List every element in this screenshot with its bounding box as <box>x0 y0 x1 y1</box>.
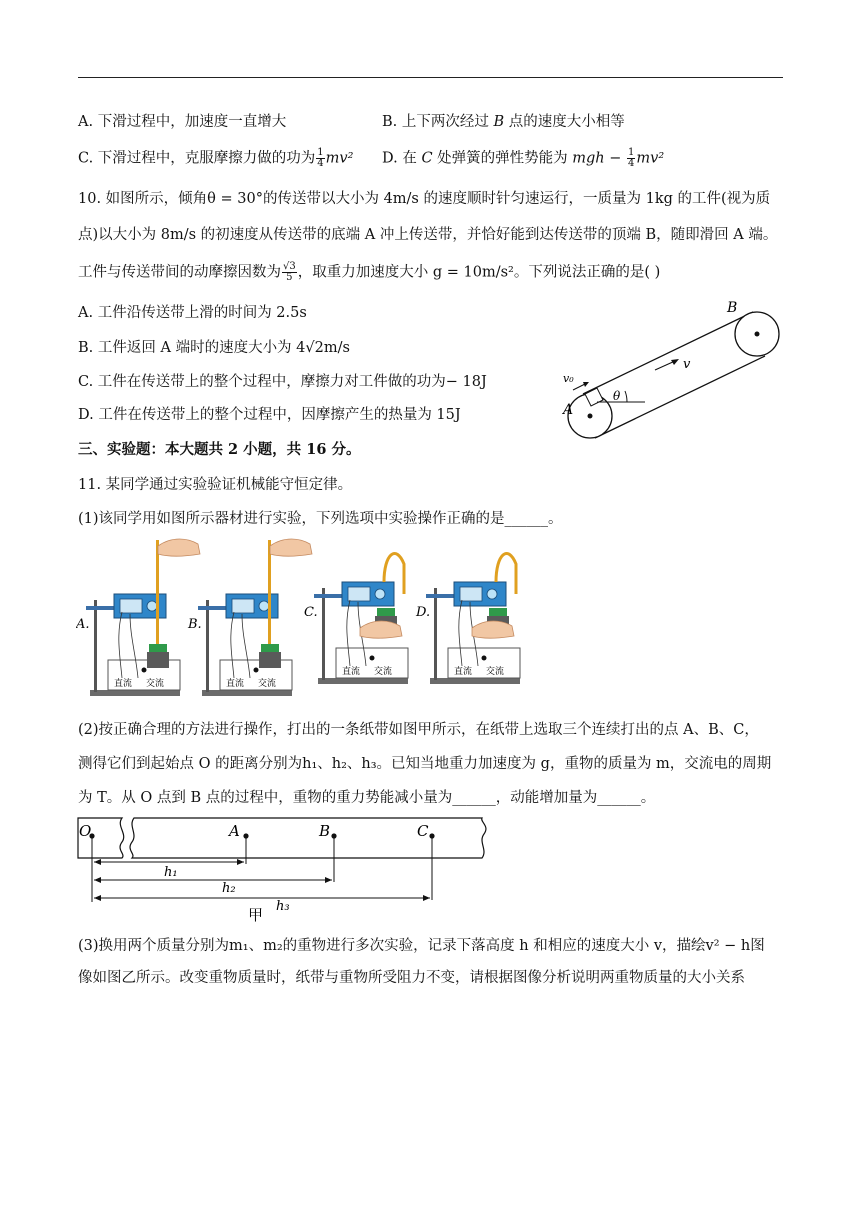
q10-stem-line3: 工件与传送带间的动摩擦因数为 $\frac{√3}{5}$ ，取重力加速度大小 g = 10m/s²。下列说法正确的是( ) <box>78 261 661 283</box>
option-label: C. <box>304 605 318 620</box>
q9-option-b: B. 上下两次经过 B 点的速度大小相等 <box>382 114 625 130</box>
paper-tape-figure <box>76 814 496 924</box>
q11-part3-line2: 像如图乙所示。改变重物质量时，纸带与重物所受阻力不变，请根据图像分析说明两重物质量的大小关系 <box>78 970 745 986</box>
label-b: B <box>727 300 738 316</box>
section-title: 三、实验题：本大题共 2 小题，共 16 分。 <box>78 441 361 458</box>
q10-stem-line2: 点)以大小为 8m/s 的初速度从传送带的底端 A 冲上传送带，并恰好能到达传送带的顶端 B，随即滑回 A 端。 <box>78 227 778 243</box>
q10-option-b: B. 工件返回 A 端时的速度大小为 4√2m/s <box>78 340 350 356</box>
label-a: A <box>229 822 240 840</box>
fraction: $\frac{√3}{5}$ <box>283 261 296 283</box>
h1-dimension <box>94 859 244 880</box>
figure-caption: 甲 <box>248 906 264 924</box>
dc-label: 直流 <box>114 679 133 689</box>
svg-text:h₁: h₁ <box>164 865 178 880</box>
q10-stem-line1: 10. 如图所示，倾角θ = 30°的传送带以大小为 4m/s 的速度顺时针匀速运行，一质量为 1kg 的工件(视为质 <box>78 191 771 207</box>
header-rule <box>78 77 783 78</box>
conveyor-belt-figure <box>555 290 790 450</box>
angle-arc <box>625 391 627 402</box>
option-label: A. <box>76 617 90 632</box>
apparatus-b <box>187 539 312 696</box>
h2-dimension <box>94 877 332 896</box>
dc-label: 直流 <box>226 679 245 689</box>
label-theta: θ <box>613 389 621 403</box>
label-v0: v₀ <box>563 372 574 385</box>
q11-part2-line2: 测得它们到起始点 O 的距离分别为h₁、h₂、h₃。已知当地重力加速度为 g，重物的质量为 m，交流电的周期 <box>78 756 772 772</box>
q11-stem: 11. 某同学通过实验验证机械能守恒定律。 <box>78 477 353 493</box>
ac-label: 交流 <box>486 667 505 677</box>
v-arrow <box>655 361 675 370</box>
ac-label: 交流 <box>374 667 393 677</box>
label-o: O <box>79 822 92 840</box>
dc-label: 直流 <box>342 667 361 677</box>
q9-option-d: D. 在 C 处弹簧的弹性势能为 mgh − $\frac{1}{4}$ mv² <box>382 147 665 169</box>
svg-text:h₂: h₂ <box>222 881 236 896</box>
q10-option-c: C. 工件在传送带上的整个过程中，摩擦力对工件做的功为− 18J <box>78 374 487 390</box>
fraction: $\frac{1}{4}$ <box>317 147 324 169</box>
q10-option-d: D. 工件在传送带上的整个过程中，因摩擦产生的热量为 15J <box>78 407 461 423</box>
q11-part2-line3: 为 T。从 O 点到 B 点的过程中，重物的重力势能减小量为______，动能增加量为______。 <box>78 790 656 806</box>
svg-text:h₃: h₃ <box>276 899 290 914</box>
label-c: C <box>417 822 429 840</box>
q11-part3-line1: (3)换用两个质量分别为m₁、m₂的重物进行多次实验，记录下落高度 h 和相应的速度大小 v，描绘v² − h图 <box>78 938 765 954</box>
fraction: $\frac{1}{4}$ <box>628 147 635 169</box>
label-a: A <box>563 402 574 418</box>
label-v: v <box>683 357 691 372</box>
label-b: B <box>319 822 331 840</box>
apparatus-a <box>76 539 200 696</box>
option-label: D. <box>416 605 431 620</box>
q11-part2-line1: (2)按正确合理的方法进行操作，打出的一条纸带如图甲所示，在纸带上选取三个连续打出的点 A、B、C， <box>78 722 759 738</box>
ac-label: 交流 <box>146 679 165 689</box>
q10-option-a: A. 工件沿传送带上滑的时间为 2.5s <box>78 305 307 321</box>
apparatus-figure-row <box>76 536 536 708</box>
apparatus-c <box>304 554 408 684</box>
q11-part1: (1)该同学用如图所示器材进行实验，下列选项中实验操作正确的是______。 <box>78 511 563 527</box>
q9-option-c: C. 下滑过程中，克服摩擦力做的功为 $\frac{1}{4}$ mv² <box>78 147 354 169</box>
apparatus-d <box>415 554 520 684</box>
q9-option-a: A. 下滑过程中，加速度一直增大 <box>78 114 287 130</box>
ac-label: 交流 <box>258 679 277 689</box>
dc-label: 直流 <box>454 667 473 677</box>
option-label: B. <box>188 617 202 632</box>
